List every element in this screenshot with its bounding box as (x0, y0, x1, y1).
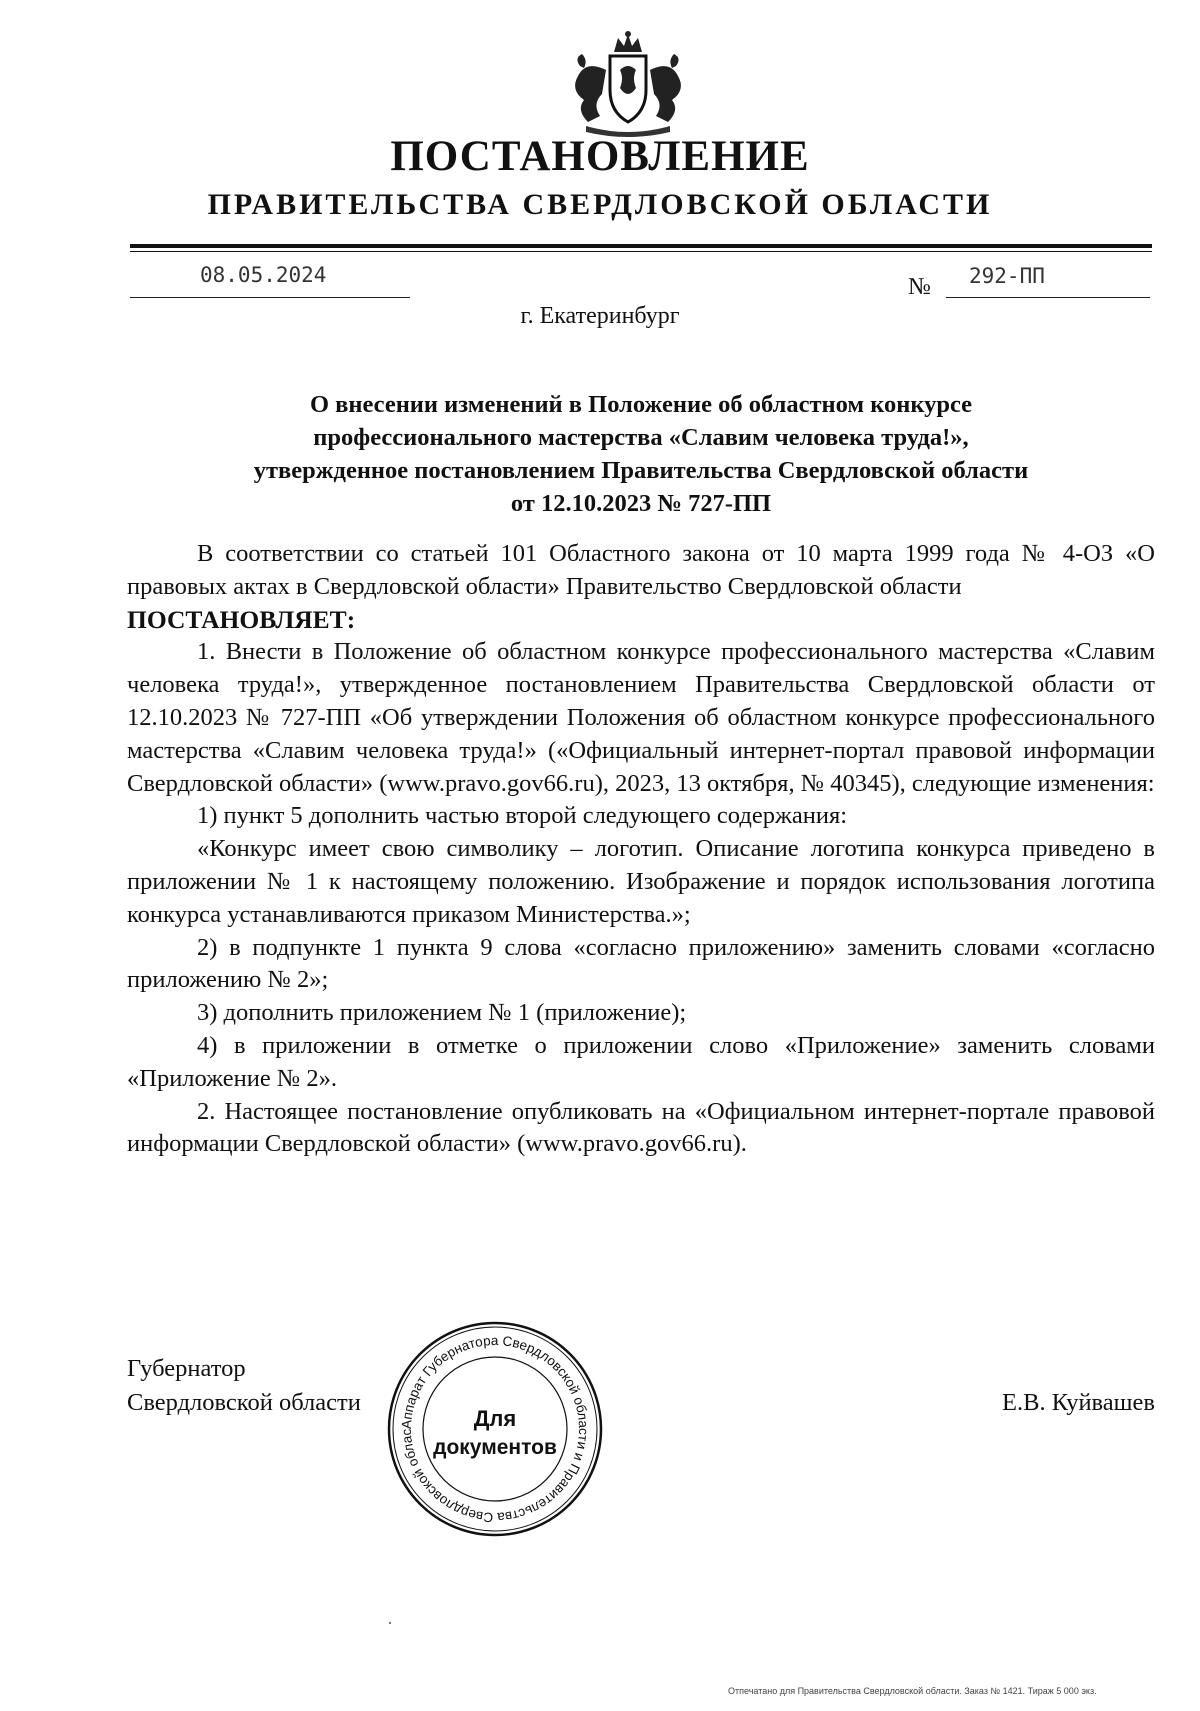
body-paragraph: 1. Внести в Положение об областном конкурсе профессионального мастерства «Славим человека труда!», утвержденное постановлением Правительства Свердловской области от 12.10.2023 № 727-ПП «Об утверждении Положения об областном конкурсе профессионального мастерства «Славим человека труда!» («Официальный интернет-портал правовой информации Свердловской области» (www.pravo.gov66.ru), 2023, 13 октября, № 40345), следующие изменения: (127, 638, 1155, 797)
number-underline (946, 297, 1150, 298)
body-paragraph: «Конкурс имеет свою символику – логотип. Описание логотипа конкурса приведено в приложении № 1 к настоящему положению. Изображение и порядок использования логотипа конкурса устанавливаются приказом Министерства.»; (127, 835, 1155, 928)
number-sign: № (908, 274, 931, 300)
print-note: Отпечатано для Правительства Свердловской области. Заказ № 1421. Тираж 5 000 экз. (728, 1686, 1097, 1696)
official-stamp (386, 1320, 604, 1538)
issuing-body-title: ПРАВИТЕЛЬСТВА СВЕРДЛОВСКОЙ ОБЛАСТИ (207, 188, 993, 221)
position-line: Губернатор (127, 1355, 246, 1382)
document-type-title: ПОСТАНОВЛЕНИЕ (390, 133, 810, 180)
scan-speck (389, 1622, 391, 1624)
decree-word: ПОСТАНОВЛЯЕТ: (127, 604, 356, 634)
document-number: 292-ПП (969, 264, 1045, 288)
document-date: 08.05.2024 (200, 263, 327, 287)
date-underline (130, 297, 410, 298)
body-paragraph: 2. Настоящее постановление опубликовать на «Официальном интернет-портале правовой информации Свердловской области» (www.pravo.gov66.ru). (127, 1097, 1155, 1158)
document-heading (130, 388, 1152, 520)
body-paragraph: 1) пункт 5 дополнить частью второй следующего содержания: (197, 802, 848, 830)
stamp-ring-text: Аппарат Губернатора Свердловской области и Правительства Свердловской облас (398, 1332, 592, 1526)
body-paragraph: 2) в подпункте 1 пункта 9 слова «согласно приложению» заменить словами «согласно приложению № 2»; (127, 933, 1155, 994)
header-rule-thick (130, 244, 1152, 248)
header-rule-thin (130, 251, 1152, 252)
heading-line: от 12.10.2023 № 727-ПП (510, 490, 772, 517)
heading-line: О внесении изменений в Положение об областном конкурсе (309, 391, 973, 418)
body-paragraph: 4) в приложении в отметке о приложении слово «Приложение» заменить словами «Приложение № 2». (127, 1031, 1155, 1092)
heading-line: профессионального мастерства «Славим человека труда!», (313, 424, 969, 451)
preamble-paragraph: В соответствии со статьей 101 Областного закона от 10 марта 1999 года № 4-ОЗ «О правовых актах в Свердловской области» Правительство Свердловской области (127, 540, 1155, 600)
city: г. Екатеринбург (520, 303, 680, 329)
body-paragraph: 3) дополнить приложением № 1 (приложение); (197, 999, 687, 1027)
stamp-center-line: документов (433, 1436, 557, 1459)
heading-line: утвержденное постановлением Правительства Свердловской области (253, 457, 1029, 484)
document-body (127, 538, 1155, 1161)
signatory-position (127, 1352, 361, 1420)
coat-of-arms-icon (566, 30, 690, 138)
stamp-center-line: Для (473, 1406, 517, 1431)
signatory-name: Е.В. Куйвашев (1002, 1389, 1155, 1416)
position-line: Свердловской области (127, 1389, 361, 1416)
